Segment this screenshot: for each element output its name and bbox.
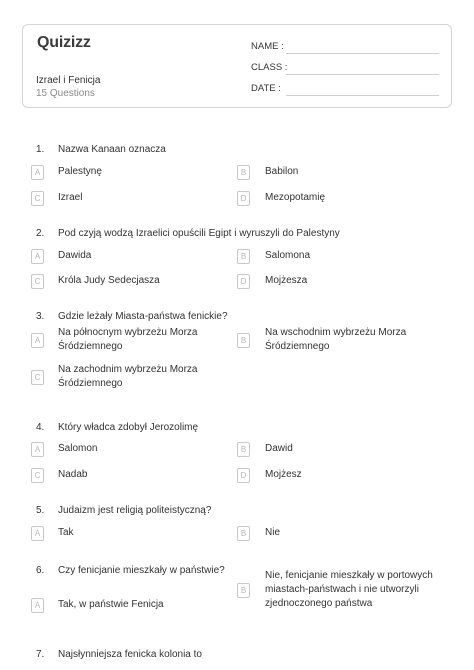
option-b-text: Nie	[265, 527, 281, 538]
option-b-text: miastach-państwach i nie utworzyli	[265, 584, 419, 595]
option-a-text: Na północnym wybrzeżu Morza	[58, 327, 198, 338]
option-a-box[interactable]: A	[31, 249, 44, 264]
question-number: 1.	[36, 144, 45, 155]
option-b-text: Salomona	[265, 250, 311, 261]
option-b-text: zjednoczonego państwa	[265, 598, 373, 609]
question-text: Najsłynniejsza fenicka kolonia to	[58, 649, 202, 660]
option-d-box[interactable]: D	[237, 274, 250, 289]
question-count: 15 Questions	[36, 88, 95, 99]
option-a-box[interactable]: A	[31, 526, 44, 541]
option-b-box[interactable]: B	[237, 333, 250, 348]
option-a-text: Palestynę	[58, 166, 102, 177]
option-b-box[interactable]: B	[237, 583, 250, 598]
option-d-text: Mezopotamię	[265, 192, 326, 203]
question-text: Który władca zdobył Jerozolimę	[58, 422, 199, 433]
option-d-text: Mojżesz	[265, 469, 302, 480]
option-c-box[interactable]: C	[31, 274, 44, 289]
option-a-box[interactable]: A	[31, 598, 44, 613]
option-c-box[interactable]: C	[31, 468, 44, 483]
option-b-text: Babilon	[265, 166, 299, 177]
option-b-box[interactable]: B	[237, 165, 250, 180]
option-b-text: Nie, fenicjanie mieszkały w portowych	[265, 570, 433, 581]
option-b-text: Śródziemnego	[265, 341, 330, 352]
option-d-box[interactable]: D	[237, 191, 250, 206]
question-number: 6.	[36, 565, 45, 576]
option-d-box[interactable]: D	[237, 468, 250, 483]
option-a-text: Tak, w państwie Fenicja	[58, 599, 164, 610]
option-b-text: Na wschodnim wybrzeżu Morza	[265, 327, 407, 338]
option-a-text: Salomon	[58, 443, 98, 454]
option-a-box[interactable]: A	[31, 165, 44, 180]
option-a-box[interactable]: A	[31, 442, 44, 457]
option-b-box[interactable]: B	[237, 442, 250, 457]
question-number: 7.	[36, 649, 45, 660]
option-c-text: Izrael	[58, 192, 83, 203]
question-text: Judaizm jest religią politeistyczną?	[58, 505, 212, 516]
option-c-text: Króla Judy Sedecjasza	[58, 275, 160, 286]
quizizz-logo: Quizizz	[37, 34, 91, 51]
question-number: 4.	[36, 422, 45, 433]
option-d-text: Mojżesza	[265, 275, 308, 286]
option-a-text: Dawida	[58, 250, 92, 261]
option-c-text: Na zachodnim wybrzeżu Morza	[58, 364, 198, 375]
option-b-box[interactable]: B	[237, 249, 250, 264]
question-text: Czy fenicjanie mieszkały w państwie?	[58, 565, 225, 576]
option-c-text: Śródziemnego	[58, 378, 123, 389]
question-number: 3.	[36, 311, 45, 322]
option-c-text: Nadab	[58, 469, 88, 480]
question-text: Pod czyją wodzą Izraelici opuścili Egipt i wyruszyli do Palestyny	[58, 228, 340, 239]
option-a-text: Tak	[58, 527, 74, 538]
question-text: Nazwa Kanaan oznacza	[58, 144, 166, 155]
date-label: DATE :	[251, 83, 281, 94]
option-b-box[interactable]: B	[237, 526, 250, 541]
option-c-box[interactable]: C	[31, 191, 44, 206]
name-label: NAME :	[251, 41, 284, 52]
option-b-text: Dawid	[265, 443, 293, 454]
option-c-box[interactable]: C	[31, 370, 44, 385]
question-number: 2.	[36, 228, 45, 239]
question-text: Gdzie leżały Miasta-państwa fenickie?	[58, 311, 228, 322]
worksheet-title: Izrael i Fenicja	[36, 75, 101, 86]
option-a-text: Śródziemnego	[58, 341, 123, 352]
question-number: 5.	[36, 505, 45, 516]
option-a-box[interactable]: A	[31, 333, 44, 348]
class-label: CLASS :	[251, 62, 288, 73]
